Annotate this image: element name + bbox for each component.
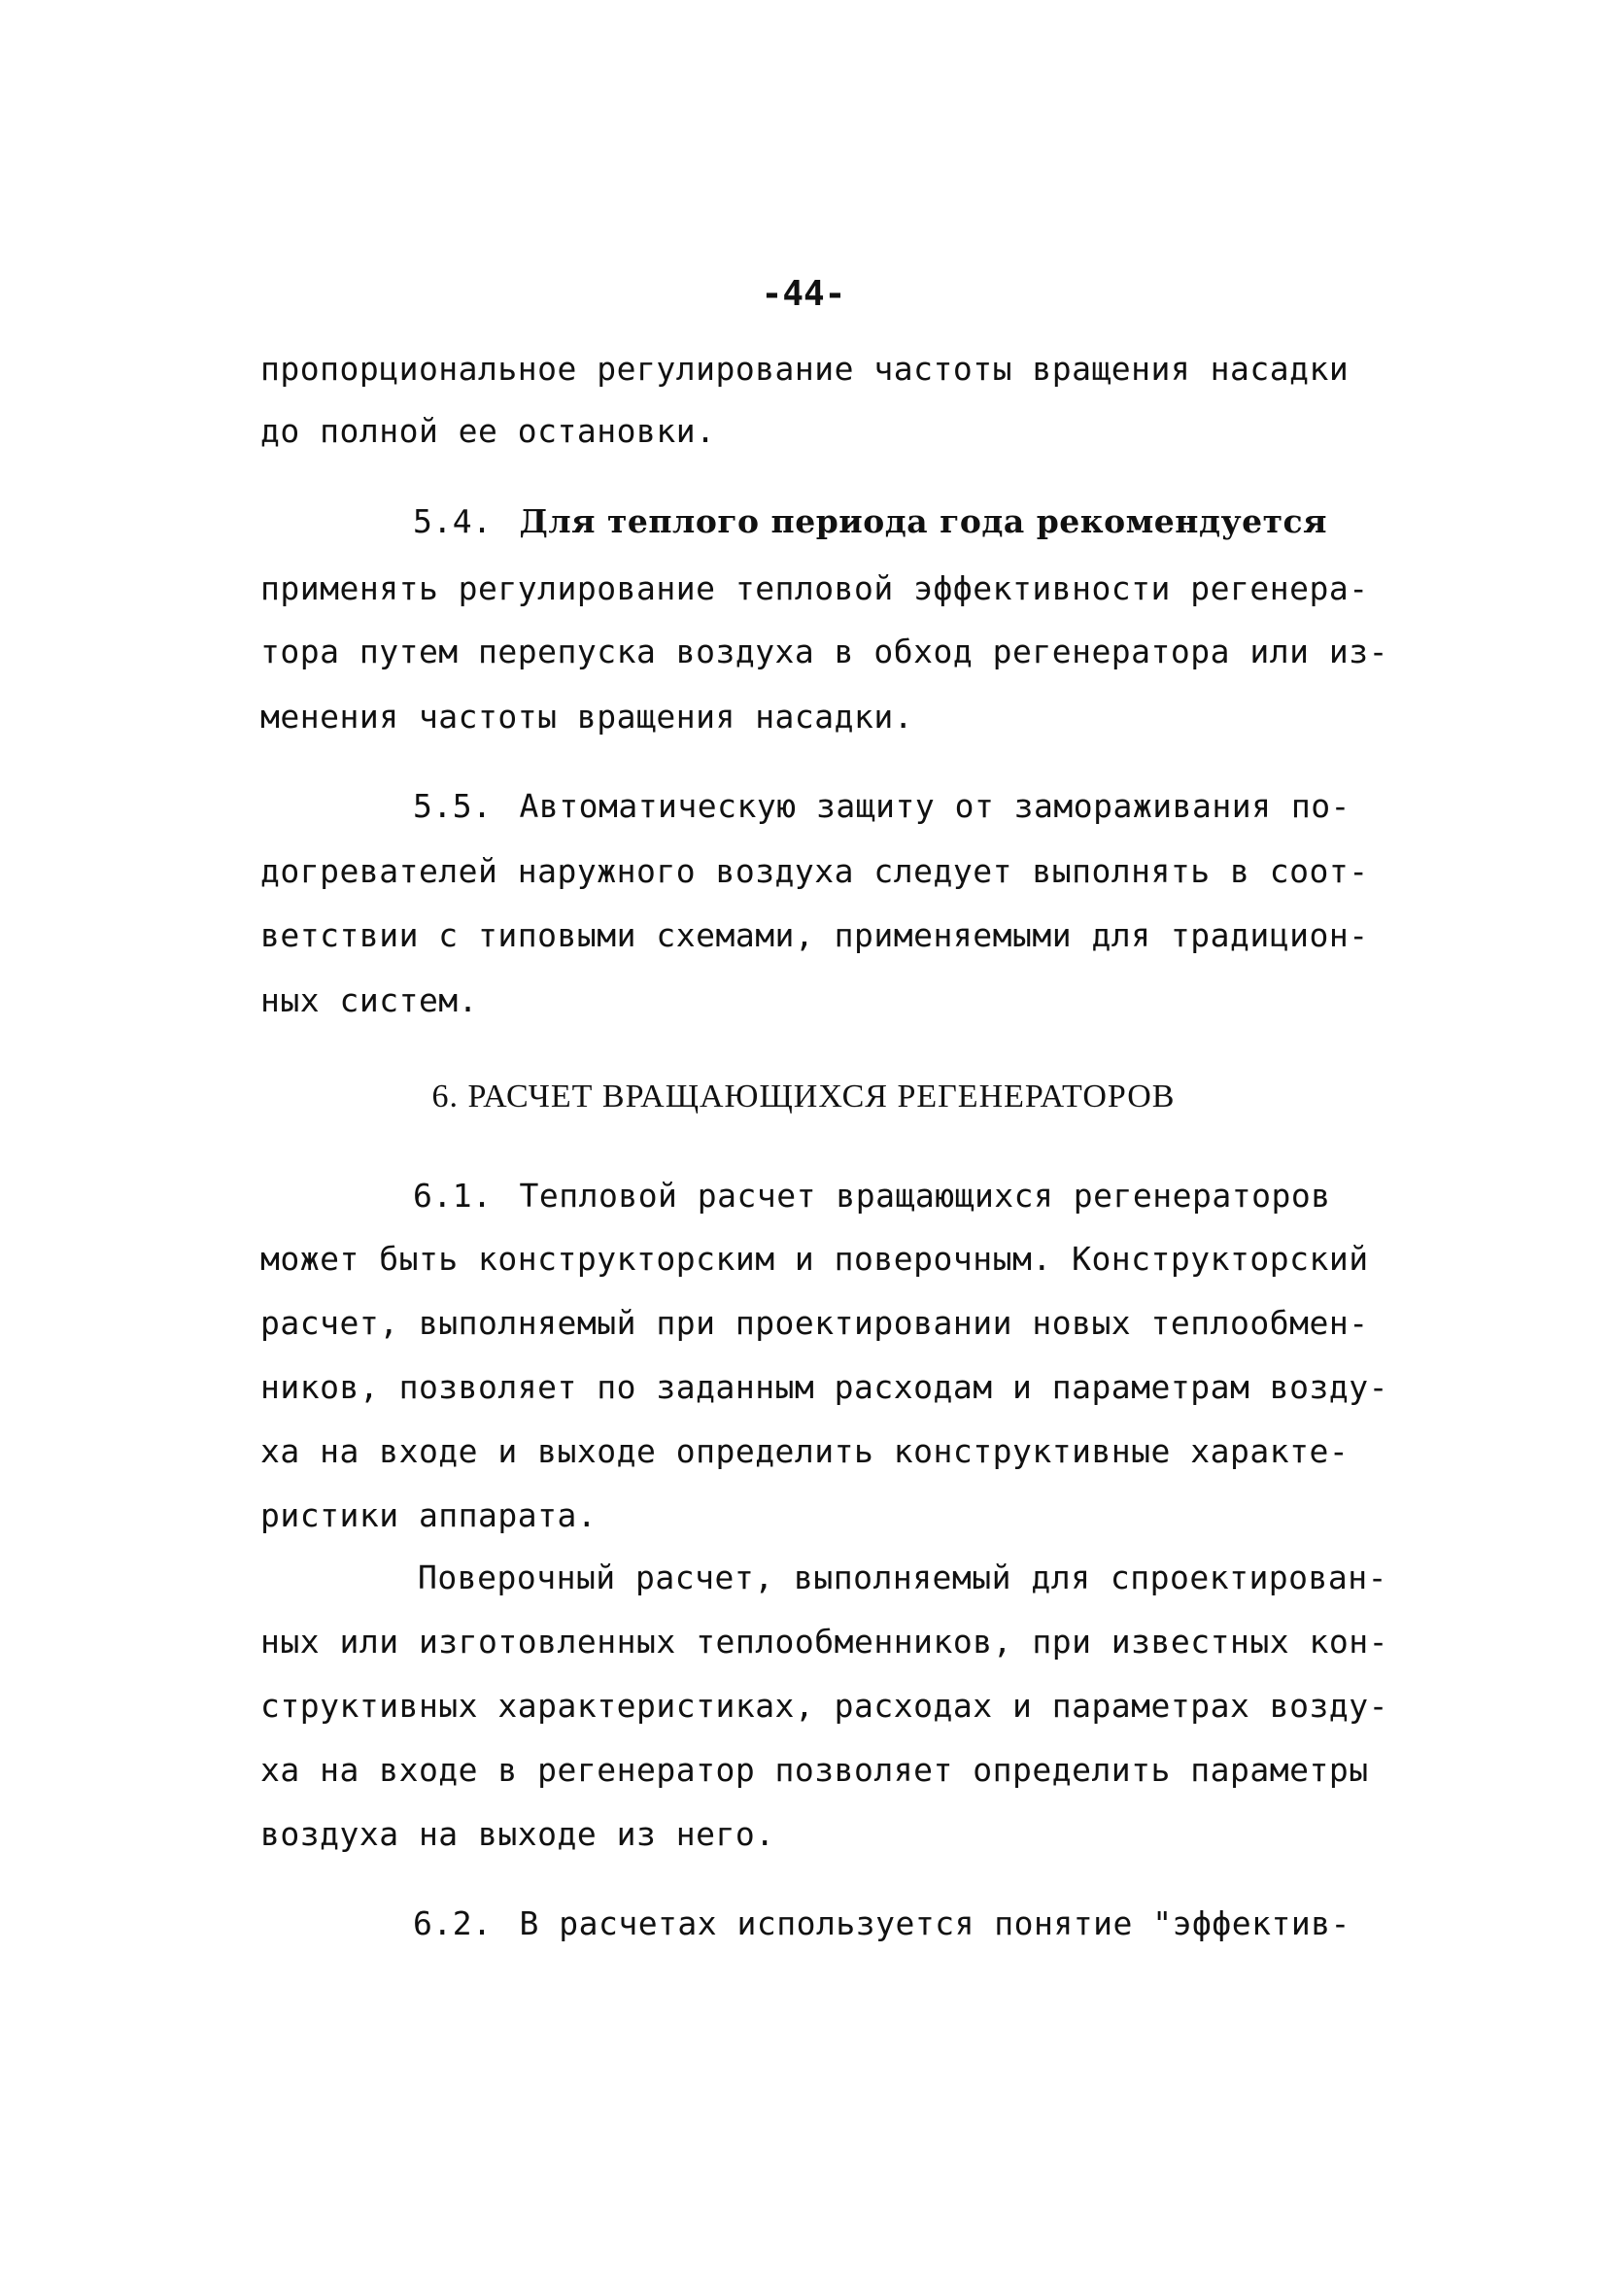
text-line: ных или изготовленных теплообменников, при известных кон- <box>260 1623 1388 1661</box>
paragraph-text: Тепловой расчет вращающихся регенераторов <box>519 1177 1331 1215</box>
paragraph-5-4-first-line <box>413 502 1511 541</box>
text-line: Поверочный расчет, выполняемый для спроектирован- <box>418 1559 1388 1596</box>
text-line: ха на входе и выходе определить конструктивные характе- <box>260 1432 1350 1470</box>
paragraph-6-1-first-line <box>413 1177 1511 1216</box>
text-line: ветствии с типовыми схемами, применяемыми для традицион- <box>260 916 1369 954</box>
section-heading: 6. РАСЧЕТ ВРАЩАЮЩИХСЯ РЕГЕНЕРАТОРОВ <box>431 1079 1176 1114</box>
paragraph-number: 5.5. <box>413 787 493 825</box>
paragraph-text: В расчетах используется понятие "эффектив- <box>519 1904 1351 1942</box>
text-line: ных систем. <box>260 981 479 1019</box>
paragraph-number: 6.2. <box>413 1904 493 1942</box>
text-line: ристики аппарата. <box>260 1496 598 1534</box>
text-line: ников, позволяет по заданным расходам и параметрам возду- <box>260 1368 1388 1406</box>
text-line: структивных характеристиках, расходах и параметрах возду- <box>260 1687 1388 1725</box>
text-line: может быть конструкторским и поверочным. Конструкторский <box>260 1240 1369 1278</box>
text-line: ха на входе в регенератор позволяет определить параметры <box>260 1751 1369 1789</box>
text-line: пропорциональное регулирование частоты вращения насадки <box>260 350 1350 388</box>
paragraph-6-2-first-line <box>413 1904 1511 1943</box>
text-line: расчет, выполняемый при проектировании новых теплообмен- <box>260 1304 1369 1342</box>
paragraph-number: 5.4. <box>413 502 493 540</box>
page-number: -44- <box>761 274 846 314</box>
paragraph-text: Автоматическую защиту от замораживания по- <box>519 787 1351 825</box>
text-line: менения частоты вращения насадки. <box>260 698 914 736</box>
paragraph-number: 6.1. <box>413 1177 493 1215</box>
paragraph-text: Для теплого периода года рекомендуется <box>519 502 1327 540</box>
text-line: применять регулирование тепловой эффективности регенера- <box>260 569 1369 607</box>
text-line: догревателей наружного воздуха следует выполнять в соот- <box>260 852 1369 890</box>
text-line: тора путем перепуска воздуха в обход регенератора или из- <box>260 633 1388 670</box>
paragraph-5-5-first-line <box>413 787 1511 826</box>
text-line: воздуха на выходе из него. <box>260 1815 775 1853</box>
text-line: до полной ее остановки. <box>260 412 716 450</box>
